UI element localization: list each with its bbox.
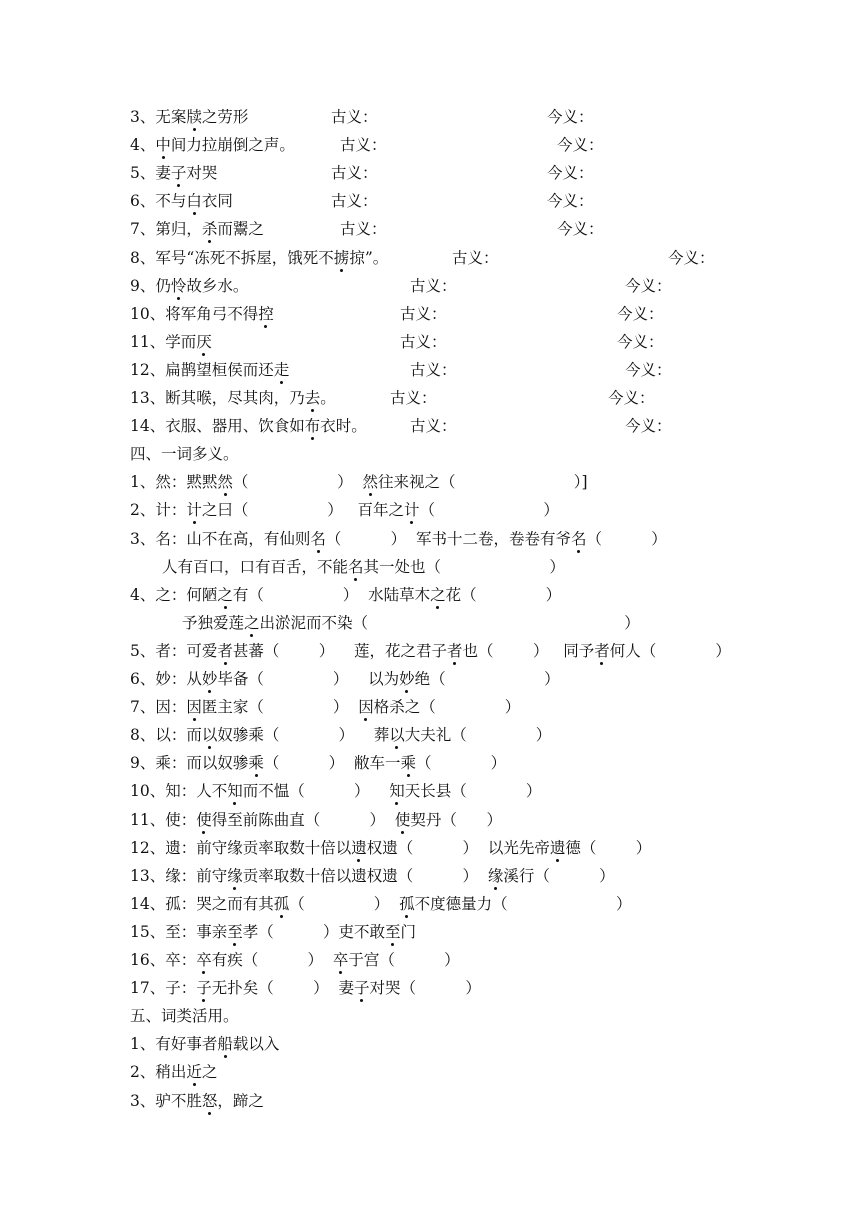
emphasized-char: 杀 (201, 220, 218, 239)
emphasized-char: 白 (186, 192, 202, 211)
item-text: 天长县（ ） (404, 782, 542, 801)
emphasized-char: 之 (217, 585, 233, 604)
polysemy-item (130, 781, 541, 801)
gujin-item (130, 163, 217, 183)
jin-yi-label: 今义： (547, 192, 594, 211)
item-text: 有（ ） 水陆草木 (232, 585, 431, 604)
item-text: 4、之：何陋 (130, 585, 218, 604)
item-text: 溪行（ ） (503, 866, 615, 885)
polysemy-item (130, 922, 416, 942)
emphasized-char: 缘 (487, 866, 504, 885)
emphasized-char: 布 (304, 417, 321, 436)
emphasized-char: 子 (196, 979, 212, 998)
section-heading: 五、词类活用。 (130, 1007, 239, 1026)
emphasized-char: 名 (571, 529, 587, 548)
jin-yi-label: 今义： (557, 136, 604, 155)
item-text: 匿主家（ ） (201, 698, 359, 717)
item-text: 7、第归， (130, 220, 202, 239)
item-text: 间力拉崩倒之声。 (170, 136, 295, 155)
emphasized-char: 使 (196, 810, 212, 829)
emphasized-char: 者 (447, 641, 463, 660)
item-text: 5、者：可爱 (130, 641, 218, 660)
emphasized-char: 之 (244, 613, 260, 632)
jin-yi-label: 今义： (625, 360, 672, 379)
emphasized-char: 控 (258, 304, 274, 323)
item-text: 格杀之（ ） (373, 698, 521, 717)
polysemy-item (130, 585, 561, 605)
item-text: 孝（ ）吏不敢 (242, 922, 386, 941)
item-text: ，蹄之 (217, 1091, 264, 1110)
emphasized-char: 近 (186, 1063, 202, 1082)
item-text: 之曰（ ） 百年之 (201, 501, 405, 520)
item-text: 而鬻之 (217, 220, 264, 239)
item-text: 15、至：事亲 (130, 922, 228, 941)
emphasized-char: 以 (389, 726, 405, 745)
item-text: 13、缘：前守 (130, 866, 228, 885)
jin-yi-label: 今义： (547, 108, 594, 126)
emphasized-char: 卒 (332, 951, 349, 969)
gu-yi-label: 古义： (331, 192, 378, 211)
item-text: 门 (400, 922, 417, 941)
emphasized-char: 然 (362, 473, 378, 492)
emphasized-char: 子 (354, 979, 370, 998)
section-heading: 四、一词多义。 (130, 445, 239, 464)
item-text: 6、不与 (130, 192, 187, 211)
gu-yi-label: 古义： (340, 136, 387, 155)
jin-yi-label: 今义： (608, 389, 655, 407)
item-text: 12、遗：前守缘贡率取数十倍以 (130, 838, 352, 857)
item-text: 1、有好事者 (130, 1035, 218, 1054)
item-text: （ ） (416, 754, 507, 773)
emphasized-char: 因 (358, 698, 374, 717)
item-text: 对哭（ ） (369, 979, 481, 998)
emphasized-char: 缘 (227, 866, 243, 885)
gu-yi-label: 古义： (400, 304, 447, 323)
emphasized-char: 妙 (399, 670, 415, 688)
jin-yi-label: 今义： (557, 220, 604, 239)
item-text: 13、断其喉，尽其肉，乃 (130, 389, 305, 407)
item-text: 1、然： (130, 473, 187, 492)
item-text: 。 (320, 389, 336, 407)
emphasized-char: 知 (389, 782, 405, 801)
gu-yi-label: 古义： (452, 248, 499, 267)
emphasized-char: 厌 (196, 332, 212, 351)
word-class-item (130, 1062, 217, 1082)
item-text: 其一处也（ ） (363, 557, 565, 576)
item-text: 黙黙 (186, 473, 218, 492)
item-text: 权遗（ ） 以光先帝 (366, 838, 550, 857)
item-text: 9、乘：而以奴骖 (130, 754, 249, 773)
polysemy-item (130, 838, 651, 858)
item-text: 7、因： (130, 698, 187, 717)
emphasized-char: 者 (217, 641, 233, 660)
gujin-item (130, 304, 274, 324)
item-text: 人有百口，口有百舌，不能 (162, 557, 349, 576)
emphasized-char: 至 (227, 922, 243, 941)
item-text: 之 (201, 1063, 218, 1082)
item-text: 3、名：山不在高，有仙则 (130, 529, 311, 548)
polysemy-item (130, 697, 520, 717)
item-text: 何人（ ） (609, 641, 731, 660)
jin-yi-label: 今义： (547, 164, 594, 183)
emphasized-char: 至 (385, 922, 401, 941)
item-text: 3、驴不胜 (130, 1091, 202, 1110)
polysemy-item (130, 810, 502, 830)
item-text: 花（ ） (445, 585, 562, 604)
gujin-item (130, 388, 336, 408)
jin-yi-label: 今义： (625, 417, 672, 436)
gu-yi-label: 古义： (410, 276, 457, 295)
gu-yi-label: 古义： (410, 417, 457, 436)
gu-yi-label: 古义： (400, 332, 447, 351)
jin-yi-label: 今义： (668, 248, 715, 267)
polysemy-item (130, 753, 506, 773)
gujin-item (130, 107, 248, 127)
polysemy-item (130, 978, 481, 998)
item-text: （ ） (289, 894, 400, 913)
emphasized-char: 孤 (273, 894, 290, 913)
gu-yi-label: 古义： (390, 389, 437, 407)
emphasized-char: 以 (201, 726, 218, 745)
gu-yi-label: 古义： (340, 220, 387, 239)
gujin-item (130, 332, 212, 352)
item-text: 9、仍 (130, 276, 171, 295)
gujin-item (130, 360, 289, 380)
item-text: 甚蕃（ ） 莲，花之君子 (232, 641, 448, 660)
emphasized-char: 走 (273, 360, 290, 379)
polysemy-item (182, 613, 640, 633)
item-text: 16、卒： (130, 951, 197, 969)
item-text: 之劳形 (201, 108, 249, 126)
emphasized-char: 名 (310, 529, 326, 548)
item-text: 贡率取数十倍以遗权遗（ ） (242, 866, 488, 885)
item-text: 奴骖乘（ ） 葬 (217, 726, 390, 745)
gujin-item (130, 248, 388, 268)
jin-yi-label: 今义： (617, 304, 664, 323)
emphasized-char: 去 (304, 389, 321, 407)
item-text: 2、计： (130, 501, 187, 520)
item-text: 12、扁鹊望桓侯而还 (130, 360, 274, 379)
emphasized-char: 遗 (351, 838, 367, 857)
item-text: 大夫礼（ ） (404, 726, 552, 745)
word-class-item (130, 1034, 279, 1054)
emphasized-char: 牍 (186, 108, 202, 126)
emphasized-char: 使 (394, 810, 411, 829)
item-text: （ ） (586, 529, 667, 548)
emphasized-char: 船 (217, 1035, 233, 1054)
polysemy-item (130, 866, 615, 886)
emphasized-char: 子 (170, 164, 187, 183)
emphasized-char: 孤 (399, 894, 415, 913)
item-text: 8、以：而 (130, 726, 202, 745)
item-text: 往来视之（ ）] (377, 473, 588, 492)
item-text: 有疾（ ） (211, 951, 333, 969)
item-text: 绝（ ） (414, 670, 560, 688)
item-text: 无扑矣（ ） 妻 (211, 979, 355, 998)
polysemy-item (130, 950, 460, 970)
item-text: 出淤泥而不染（ ） (259, 613, 640, 632)
item-text: （ ） 敝车一 (263, 754, 401, 773)
item-text: 14、孤：哭之而有其 (130, 894, 274, 913)
item-text: 对哭 (186, 164, 218, 183)
polysemy-item (130, 894, 632, 914)
item-text: 载以入 (232, 1035, 280, 1054)
emphasized-char: 卒 (196, 951, 212, 969)
item-text: （ ） (232, 473, 363, 492)
emphasized-char: 中 (155, 136, 171, 155)
emphasized-char: 遗 (549, 838, 566, 857)
item-text: （ ） 军书十二卷，卷卷有爷 (325, 529, 572, 548)
emphasized-char: 掳 (333, 248, 350, 267)
emphasized-char: 然 (217, 473, 233, 492)
emphasized-char: 名 (348, 557, 364, 576)
item-text: 14、衣服、器用、饮食如 (130, 417, 305, 436)
item-text: 德（ ） (565, 838, 652, 857)
emphasized-char: 计 (186, 501, 202, 520)
word-class-item (130, 1091, 264, 1111)
item-text: 3、无案 (130, 108, 187, 126)
polysemy-item (130, 472, 588, 492)
gu-yi-label: 古义： (331, 108, 378, 126)
item-text: 17、子： (130, 979, 197, 998)
polysemy-item (130, 641, 731, 661)
emphasized-char: 者 (594, 641, 610, 660)
item-text: 而不愠（ ） (242, 782, 390, 801)
item-text: 于宫（ ） (348, 951, 460, 969)
gu-yi-label: 古义： (331, 164, 378, 183)
emphasized-char: 妙 (201, 670, 218, 688)
polysemy-item (130, 725, 551, 745)
item-text: 11、学而 (130, 332, 197, 351)
polysemy-item (130, 500, 559, 520)
emphasized-char: 因 (186, 698, 202, 717)
emphasized-char: 怜 (170, 276, 187, 295)
item-text: 也（ ） 同予 (462, 641, 595, 660)
emphasized-char: 乘 (248, 754, 264, 773)
item-text: 10、知：人不 (130, 782, 228, 801)
gujin-item (130, 135, 295, 155)
polysemy-item (162, 557, 565, 577)
item-text: 6、妙：从 (130, 670, 202, 688)
item-text: 不度德量力（ ） (414, 894, 632, 913)
item-text: 得至前陈曲直（ ） (211, 810, 395, 829)
emphasized-char: 知 (227, 782, 243, 801)
gujin-item (130, 219, 264, 239)
item-text: 4、 (130, 136, 156, 155)
gujin-item (130, 191, 233, 211)
item-text: （ ） (419, 501, 559, 520)
item-text: 10、将军角弓不得 (130, 304, 259, 323)
item-text: 8、军号“冻死不拆屋，饿死不 (130, 248, 334, 267)
emphasized-char: 计 (404, 501, 420, 520)
emphasized-char: 之 (430, 585, 446, 604)
item-text: 5、妻 (130, 164, 171, 183)
item-text: 毕备（ ） 以为 (217, 670, 400, 688)
item-text: 掠”。 (349, 248, 389, 267)
item-text: 11、使： (130, 810, 197, 829)
jin-yi-label: 今义： (617, 332, 664, 351)
gujin-item (130, 416, 367, 436)
polysemy-item (130, 529, 667, 549)
item-text: 契丹（ ） (410, 810, 502, 829)
item-text: 故乡水。 (186, 276, 249, 295)
item-text: 衣时。 (320, 417, 367, 436)
item-text: 2、稍出 (130, 1063, 187, 1082)
item-text: 予独爱莲 (182, 613, 245, 632)
polysemy-item (130, 669, 560, 689)
gujin-item (130, 276, 248, 296)
emphasized-char: 乘 (400, 754, 417, 773)
jin-yi-label: 今义： (625, 276, 672, 295)
item-text: 衣同 (201, 192, 233, 211)
gu-yi-label: 古义： (410, 360, 457, 379)
emphasized-char: 怒 (201, 1091, 218, 1110)
